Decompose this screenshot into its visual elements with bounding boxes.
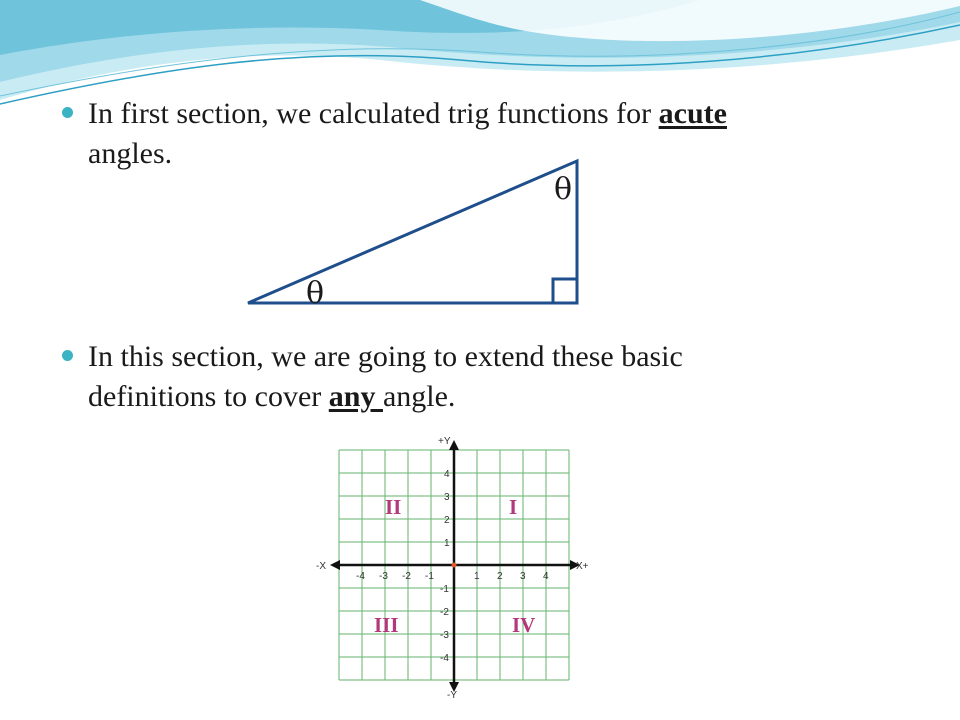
x-negative-label: -X <box>316 561 326 572</box>
right-triangle-diagram <box>240 155 590 315</box>
y-tick-label: 1 <box>444 538 450 549</box>
bullet-text-prefix: definitions to cover <box>88 380 329 413</box>
bullet-text-suffix: angle. <box>382 380 456 413</box>
x-axis-arrow-left <box>330 560 340 570</box>
right-angle-marker <box>553 279 577 303</box>
origin-point <box>452 563 457 568</box>
x-tick-label: 2 <box>497 571 503 582</box>
x-tick-label: 3 <box>520 571 526 582</box>
emphasis-any: any <box>328 380 383 413</box>
x-tick-label: -3 <box>379 571 388 582</box>
angle-label-top: θ <box>554 172 573 207</box>
y-tick-label: 2 <box>444 515 450 526</box>
x-tick-label: 1 <box>474 571 480 582</box>
x-tick-label: 4 <box>543 571 549 582</box>
bullet-any-angle <box>62 337 932 417</box>
quadrant-label-iii: III <box>374 613 399 637</box>
coordinate-plane <box>312 432 590 700</box>
bullet-dot <box>62 107 73 118</box>
bullet-text <box>62 337 932 417</box>
y-tick-label: -1 <box>440 584 449 595</box>
angle-label-bottom: θ <box>306 276 325 311</box>
bullet-text-line2: angles. <box>88 137 173 170</box>
x-tick-label: -4 <box>356 571 365 582</box>
y-tick-label: 4 <box>444 469 450 480</box>
triangle-outline <box>248 161 577 303</box>
bullet-text-line1: In this section, we are going to extend these basic <box>88 340 683 373</box>
quadrant-label-i: I <box>509 495 518 519</box>
x-tick-label: -2 <box>402 571 411 582</box>
y-tick-label: -2 <box>440 607 449 618</box>
coordinate-plane-figure <box>312 432 590 700</box>
emphasis-acute: acute <box>658 97 727 130</box>
x-tick-label: -1 <box>425 571 434 582</box>
bullet-text-prefix: In first section, we calculated trig functions for <box>88 97 659 130</box>
y-tick-label: -3 <box>440 630 449 641</box>
bullet-dot <box>62 350 73 361</box>
axes <box>330 440 580 692</box>
y-positive-label: +Y <box>438 436 451 447</box>
y-tick-label: 3 <box>444 492 450 503</box>
x-positive-label: X+ <box>576 561 589 572</box>
quadrant-label-ii: II <box>385 495 402 519</box>
y-tick-label: -4 <box>440 653 449 664</box>
quadrant-label-iv: IV <box>512 613 536 637</box>
y-negative-label: -Y <box>447 690 457 700</box>
